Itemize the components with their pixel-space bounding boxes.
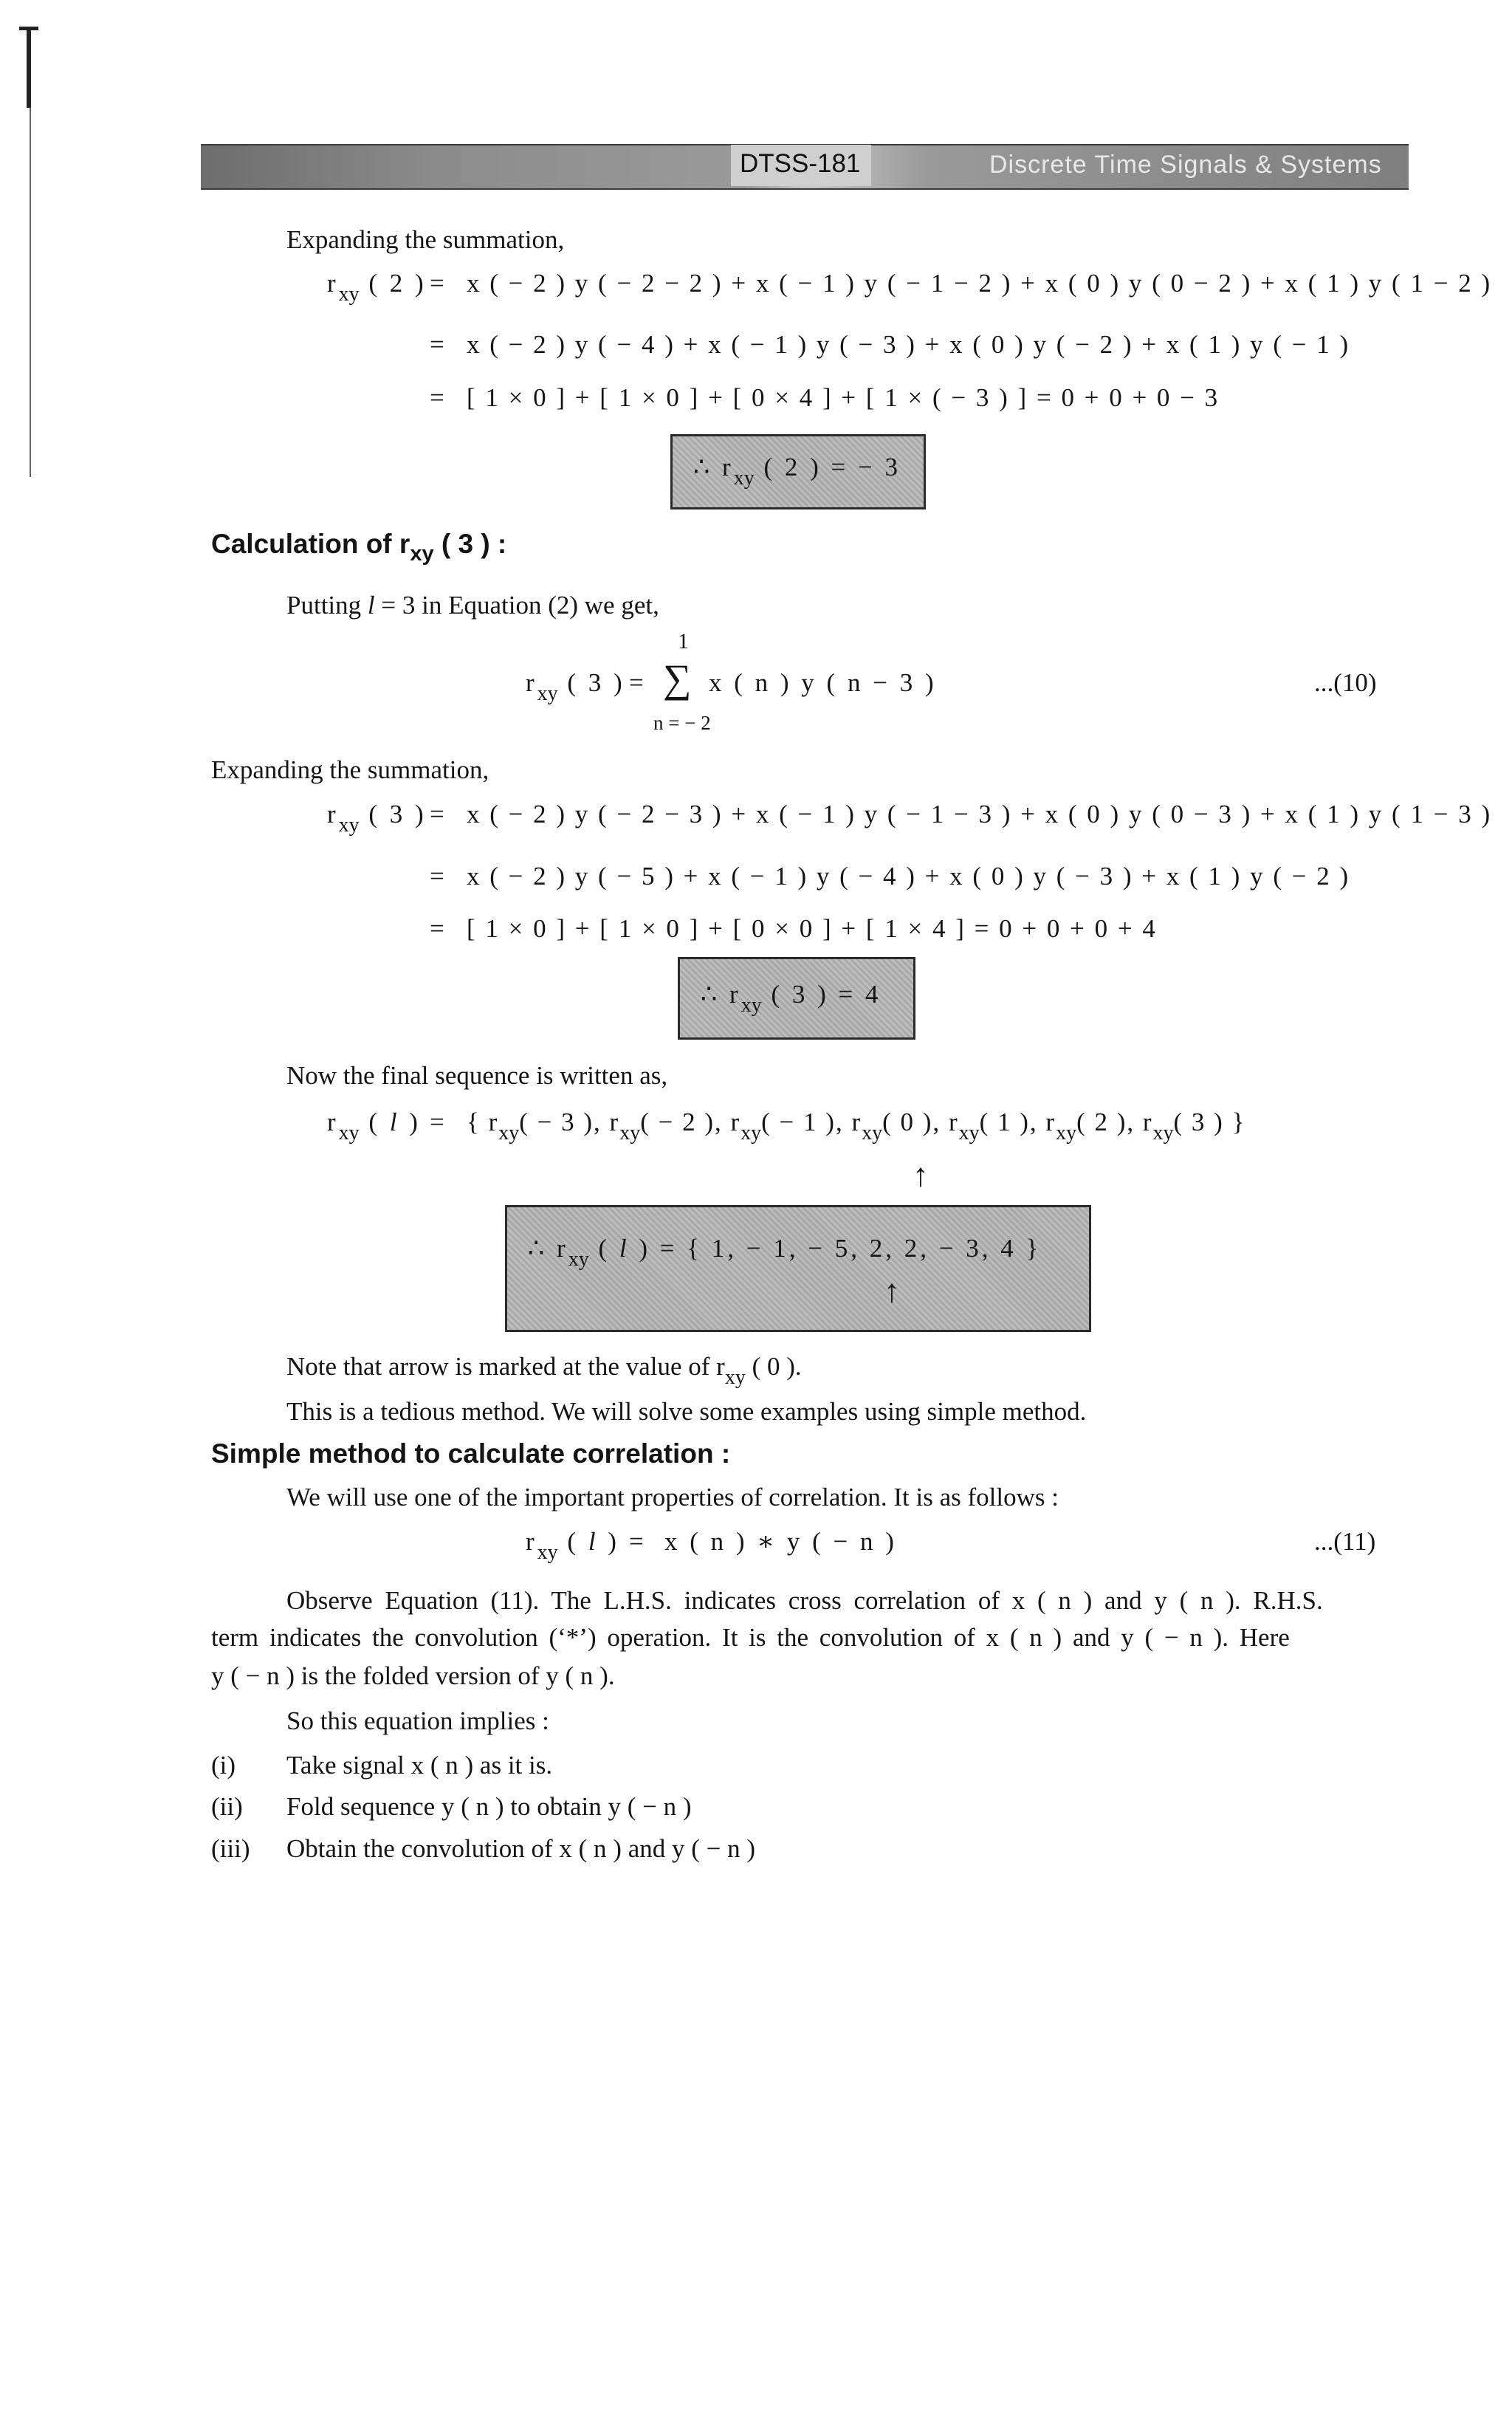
eq10-rhs: x ( n ) y ( n − 3 ): [709, 668, 937, 697]
r3-equals-1: =: [430, 800, 447, 828]
result-final-arrow: ↑: [884, 1273, 903, 1309]
result-box-r2: [670, 434, 926, 509]
r3-expansion-line-3: [ 1 × 0 ] + [ 1 × 0 ] + [ 0 × 0 ] + [ 1 × 4 ] = 0 + 0 + 0 + 4: [467, 914, 1158, 943]
observe-paragraph-line-1: Observe Equation (11). The L.H.S. indicates cross correlation of x ( n ) and y ( n ). R.H.S.: [286, 1586, 1323, 1615]
eq11-lhs: $r_{xy}$ ( l ): [526, 1527, 619, 1564]
eq11-rhs: x ( n ) ∗ y ( − n ): [664, 1527, 897, 1556]
result-final-text: ∴ $r_{xy}$ ( l ) = { 1, − 1, − 5, 2, 2, − 3, 4 }: [528, 1234, 1042, 1271]
page-header-code: DTSS-181: [740, 149, 861, 178]
final-sequence-lhs: $r_{xy}$ ( l ): [327, 1108, 421, 1145]
r2-expansion-line-2: x ( − 2 ) y ( − 4 ) + x ( − 1 ) y ( − 3 ) + x ( 0 ) y ( − 2 ) + x ( 1 ) y ( − 1 ): [467, 330, 1350, 359]
result-r3-text: ∴ $r_{xy}$ ( 3 ) = 4: [701, 980, 882, 1017]
summation-upper-limit: 1: [678, 629, 689, 653]
eq10-equals: =: [629, 668, 647, 697]
r2-equals-2: =: [430, 330, 447, 359]
r3-lhs: $r_{xy}$ ( 3 ): [327, 800, 427, 837]
summation-lower-limit: n = − 2: [653, 712, 711, 734]
result-box-final: [505, 1205, 1091, 1332]
note-arrow-text: Note that arrow is marked at the value of $r_{xy}$ ( 0 ).: [286, 1352, 802, 1389]
r2-expansion-line-1: x ( − 2 ) y ( − 2 − 2 ) + x ( − 1 ) y ( − 1 − 2 ) + x ( 0 ) y ( 0 − 2 ) + x ( 1 ) y ( 1 − 2 ): [467, 269, 1492, 298]
list-item-number: (ii): [211, 1792, 243, 1821]
list-item-number: (iii): [211, 1834, 250, 1863]
section-heading-r3: Calculation of $r_{xy}$ ( 3 ) :: [211, 529, 507, 566]
list-item-text: Obtain the convolution of x ( n ) and y ( − n ): [286, 1834, 756, 1863]
list-item-text: Take signal x ( n ) as it is.: [286, 1751, 553, 1780]
expanding-summation-text: Expanding the summation,: [286, 225, 565, 254]
r2-lhs: $r_{xy}$ ( 2 ): [327, 269, 427, 306]
observe-paragraph-line-2: term indicates the convolution (‘*’) operation. It is the convolution of x ( n ) and y ( − n ). Here: [211, 1623, 1290, 1652]
simple-method-intro: We will use one of the important properties of correlation. It is as follows :: [286, 1483, 1059, 1511]
scan-margin-line: [30, 108, 31, 477]
eq11-equals: =: [629, 1527, 647, 1556]
tedious-method-text: This is a tedious method. We will solve some examples using simple method.: [286, 1397, 1087, 1426]
r2-expansion-line-3: [ 1 × 0 ] + [ 1 × 0 ] + [ 0 × 4 ] + [ 1 × ( − 3 ) ] = 0 + 0 + 0 − 3: [467, 383, 1220, 412]
r3-equals-2: =: [430, 862, 447, 891]
r2-equals-3: =: [430, 383, 447, 412]
eq10-lhs: $r_{xy}$ ( 3 ): [526, 668, 625, 705]
putting-l-text: Putting l = 3 in Equation (2) we get,: [286, 591, 659, 620]
eq10-number: ...(10): [1314, 668, 1377, 697]
list-item-text: Fold sequence y ( n ) to obtain y ( − n ): [286, 1792, 692, 1821]
page-header-subject: Discrete Time Signals & Systems: [989, 151, 1382, 179]
zero-index-arrow: ↑: [913, 1157, 929, 1193]
section-heading-simple-method: Simple method to calculate correlation :: [211, 1438, 731, 1469]
r2-equals-1: =: [430, 269, 447, 298]
r3-equals-3: =: [430, 914, 447, 943]
final-sequence-rhs: { $r_{xy}( - 3$ ), $r_{xy}( - 2$ ), $r_{xy}( - 1$ ), $r_{xy}$( 0 ), $r_{xy}$( 1 ), $r_{xy}$( 2 ), $r_{xy}$( 3 ) }: [467, 1108, 1246, 1145]
observe-paragraph-line-3: y ( − n ) is the folded version of y ( n ).: [211, 1661, 615, 1690]
implies-text: So this equation implies :: [286, 1706, 549, 1735]
eq11-number: ...(11): [1314, 1527, 1376, 1556]
scan-margin-line: [19, 27, 38, 30]
r3-expansion-line-2: x ( − 2 ) y ( − 5 ) + x ( − 1 ) y ( − 4 ) + x ( 0 ) y ( − 3 ) + x ( 1 ) y ( − 2 ): [467, 862, 1350, 891]
final-sequence-equals: =: [430, 1108, 447, 1136]
final-sequence-intro: Now the final sequence is written as,: [286, 1061, 668, 1090]
list-item-number: (i): [211, 1751, 236, 1780]
expanding-summation-text-2: Expanding the summation,: [211, 755, 489, 784]
scan-margin-line: [27, 27, 31, 108]
result-box-r3: [678, 957, 915, 1040]
result-r2-text: ∴ $r_{xy}$ ( 2 ) = − 3: [693, 453, 901, 490]
r3-expansion-line-1: x ( − 2 ) y ( − 2 − 3 ) + x ( − 1 ) y ( − 1 − 3 ) + x ( 0 ) y ( 0 − 3 ) + x ( 1 ) y ( 1 − 3 ): [467, 800, 1492, 828]
summation-symbol: ∑: [663, 656, 692, 701]
